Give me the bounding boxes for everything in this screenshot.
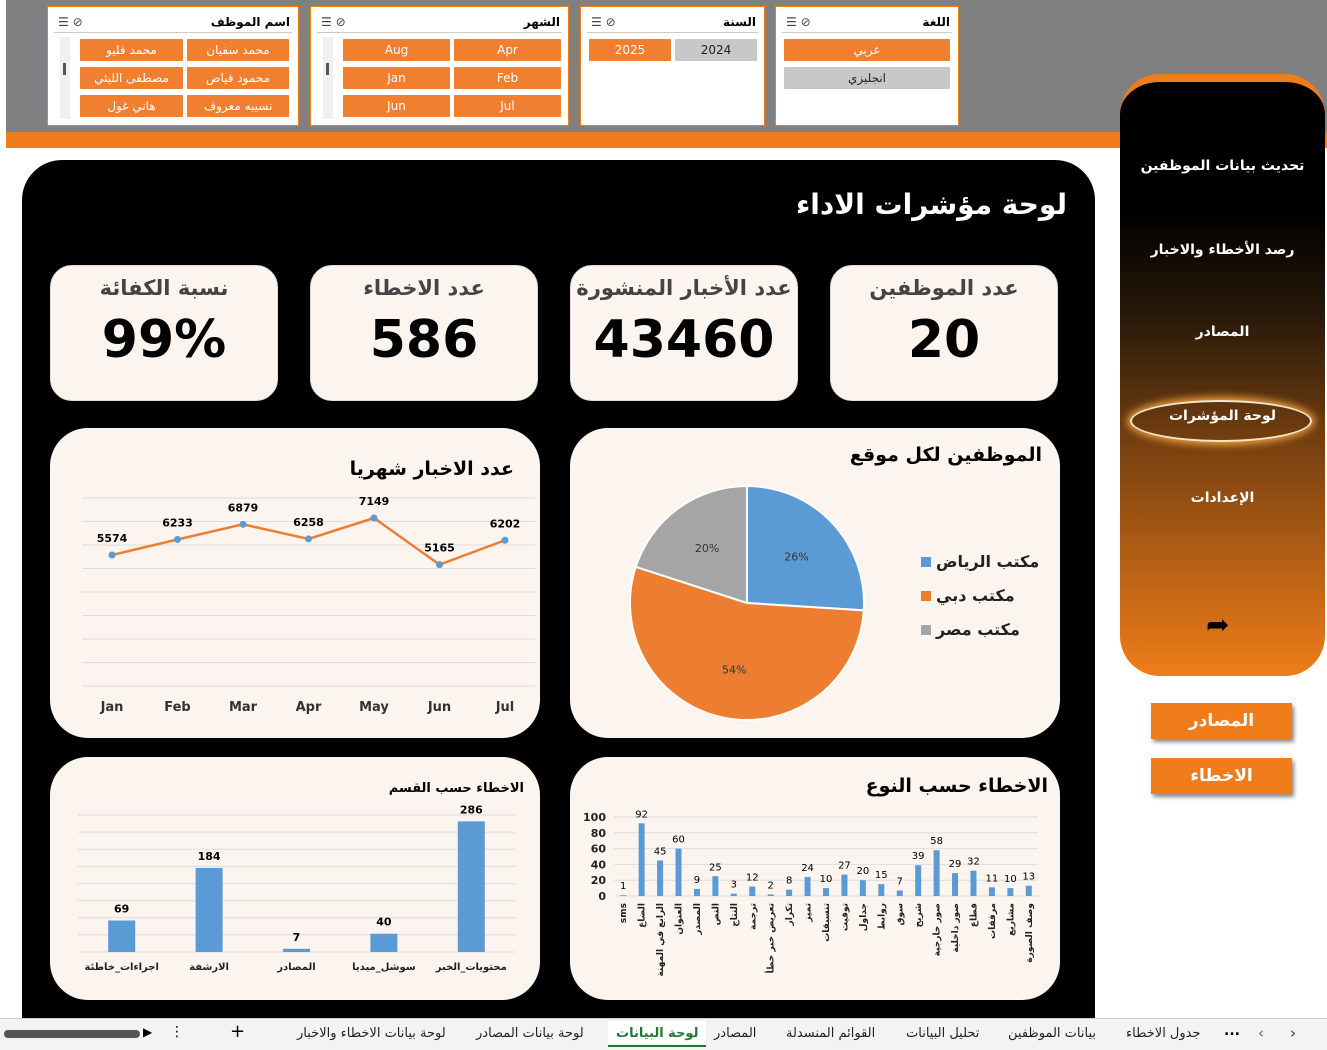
- multi-select-icon[interactable]: ☰ ⊘: [591, 15, 616, 29]
- tick-label: Mar: [228, 700, 258, 715]
- tab-dropdown-lists[interactable]: القوائم المنسدلة: [786, 1026, 876, 1041]
- chart-card-employees-site: [570, 428, 1060, 738]
- tick-label: 100: [583, 811, 606, 824]
- errors-button[interactable]: الاخطاء: [1151, 758, 1292, 794]
- bar: [1026, 886, 1032, 896]
- bar: [768, 894, 774, 896]
- tick-label: شريح: [914, 903, 925, 928]
- tab-errors-news-dashboard[interactable]: لوحة بيانات الاخطاء والاخبار: [297, 1026, 446, 1041]
- kpi-value: 99%: [101, 310, 227, 370]
- bar: [1007, 888, 1013, 896]
- bar: [786, 890, 792, 896]
- data-label: 6233: [162, 516, 193, 530]
- legend-swatch: [921, 557, 931, 567]
- data-label: 7: [896, 876, 903, 888]
- tick-label: قطاع: [969, 903, 980, 928]
- slicer-year-title: السنة: [722, 15, 756, 29]
- kpi-value: 43460: [593, 310, 775, 370]
- tick-label: Feb: [164, 700, 191, 715]
- data-point: [502, 537, 509, 544]
- bar: [878, 884, 884, 896]
- data-label: 5165: [424, 541, 455, 555]
- bar: [860, 880, 866, 896]
- tick-label: 20: [590, 874, 606, 888]
- slice-label: 26%: [784, 550, 809, 564]
- slicer-item[interactable]: هاني غول: [80, 95, 183, 117]
- kpi-label: عدد الاخطاء: [363, 276, 485, 300]
- tick-label: النتاج: [729, 903, 740, 927]
- data-label: 6879: [227, 501, 259, 515]
- data-label: 6202: [489, 517, 521, 531]
- legend-label: مكتب دبي: [936, 586, 1015, 605]
- legend-swatch: [921, 625, 931, 635]
- slicer-item[interactable]: 2025: [589, 39, 671, 61]
- slicer-item[interactable]: محمد سفيان: [187, 39, 289, 61]
- legend-swatch: [921, 591, 931, 601]
- data-label: 27: [838, 860, 851, 872]
- multi-select-icon[interactable]: ☰ ⊘: [321, 15, 346, 29]
- tab-sources-dashboard[interactable]: لوحة بيانات المصادر: [476, 1026, 584, 1041]
- bar: [620, 895, 626, 896]
- data-label: 15: [874, 870, 888, 882]
- tick-label: صور خارجية: [932, 903, 943, 957]
- data-label: 5574: [96, 532, 128, 546]
- multi-select-icon[interactable]: ☰ ⊘: [58, 15, 83, 29]
- tick-label: Jul: [495, 700, 515, 715]
- scroll-right-icon[interactable]: ▶: [143, 1025, 153, 1039]
- line-chart: [50, 428, 540, 738]
- data-label: 39: [911, 851, 925, 863]
- tick-label: Jan: [100, 700, 124, 715]
- data-point: [436, 561, 443, 568]
- bar: [805, 877, 811, 896]
- legend-label: مكتب الرياض: [936, 552, 1040, 571]
- chart-title: الموظفين لكل موقع: [849, 444, 1042, 466]
- legend-label: مكتب مصر: [936, 620, 1020, 639]
- dashboard-panel: [22, 160, 1095, 1030]
- tick-label: الضاع: [637, 903, 648, 928]
- tick-label: المصادر: [277, 962, 316, 973]
- data-label: 1: [620, 881, 627, 893]
- tab-employee-data[interactable]: بيانات الموظفين: [1008, 1026, 1096, 1041]
- tick-label: Jun: [427, 700, 452, 715]
- data-label: 2: [767, 880, 774, 892]
- slicer-employee-title: اسم الموظف: [210, 15, 290, 29]
- bar: [749, 887, 755, 896]
- chart-title: الاخطاء حسب النوع: [865, 775, 1048, 797]
- bar: [970, 871, 976, 896]
- bar: [952, 873, 958, 896]
- data-point: [240, 521, 247, 528]
- slicer-item[interactable]: عربي: [784, 39, 950, 61]
- slicer-year: [580, 6, 765, 126]
- data-point: [371, 514, 378, 521]
- side-menu: [1120, 74, 1325, 676]
- bar: [934, 850, 940, 896]
- bar: [108, 920, 135, 952]
- bar: [915, 865, 921, 896]
- tick-label: May: [359, 700, 389, 715]
- tick-label: توقيت: [840, 903, 851, 932]
- chevron-left-icon[interactable]: ‹: [1258, 1024, 1264, 1042]
- slicer-item[interactable]: Aug: [343, 39, 450, 61]
- tick-label: محتويات_الخبر: [435, 962, 507, 973]
- tick-label: ترجمة: [748, 903, 759, 930]
- tick-label: Apr: [295, 700, 322, 715]
- tab-data-dashboard[interactable]: لوحة البيانات: [608, 1021, 706, 1047]
- data-label: 7149: [358, 494, 390, 508]
- menu-item-monitor-errors[interactable]: رصد الأخطاء والاخبار: [1150, 242, 1295, 258]
- data-label: 6258: [293, 515, 324, 529]
- data-label: 9: [693, 874, 701, 886]
- tabs-more-button[interactable]: ...: [1224, 1023, 1240, 1039]
- slicer-item[interactable]: محمد فليو: [80, 39, 183, 61]
- tick-label: صور داخلية: [951, 903, 962, 953]
- tick-label: سوق: [895, 903, 906, 926]
- menu-item-settings[interactable]: الإعدادات: [1190, 490, 1255, 506]
- slicer-item[interactable]: 2024: [675, 39, 757, 61]
- data-label: 8: [785, 875, 793, 887]
- data-label: 20: [856, 866, 870, 878]
- data-label: 45: [653, 846, 667, 858]
- slicer-employee: [47, 6, 299, 126]
- bar-chart: [570, 757, 1060, 1000]
- kpi-card-news: [570, 265, 798, 401]
- bar: [989, 887, 995, 896]
- slicer-month-title: الشهر: [523, 15, 560, 29]
- tick-label: النص: [711, 903, 722, 926]
- sources-button[interactable]: المصادر: [1151, 703, 1292, 739]
- data-label: 286: [459, 803, 483, 817]
- slicer-item[interactable]: محمود فياض: [187, 67, 289, 89]
- data-label: 11: [985, 873, 999, 885]
- pie-chart: [570, 428, 1060, 738]
- menu-item-sources[interactable]: المصادر: [1195, 324, 1250, 340]
- kpi-value: 586: [369, 310, 479, 370]
- slicer-item[interactable]: Jun: [343, 95, 450, 117]
- tick-label: تكرار: [785, 903, 796, 926]
- tab-data-analysis[interactable]: تحليل البيانات: [906, 1026, 980, 1041]
- horizontal-scrollbar[interactable]: [4, 1030, 140, 1038]
- data-label: 69: [114, 902, 130, 916]
- data-point: [305, 535, 312, 542]
- tick-label: جداول: [858, 903, 869, 932]
- chart-card-errors-type: [570, 757, 1060, 1000]
- data-label: 10: [819, 874, 833, 886]
- data-label: 40: [376, 915, 392, 929]
- data-label: 7: [292, 930, 301, 944]
- bar: [841, 875, 847, 896]
- chart-title: الاخطاء حسب القسم: [388, 781, 524, 796]
- share-arrow-icon[interactable]: ➦: [1206, 608, 1230, 641]
- slicer-language-title: اللغة: [922, 15, 950, 29]
- kpi-card-efficiency: [50, 265, 278, 401]
- bar: [196, 868, 223, 952]
- data-label: 10: [1003, 874, 1017, 886]
- tick-label: مشاريع: [1006, 903, 1017, 936]
- slicer-item[interactable]: Jan: [343, 67, 450, 89]
- tick-label: 80: [590, 826, 606, 840]
- multi-select-icon[interactable]: ☰ ⊘: [786, 15, 811, 29]
- bar: [458, 821, 485, 952]
- data-label: 184: [197, 849, 221, 863]
- slice-label: 20%: [694, 542, 720, 556]
- bar: [676, 849, 682, 896]
- tick-label: تعريض خبر خطأ: [766, 903, 777, 974]
- bar: [712, 876, 718, 896]
- tick-label: سوشل_ميديا: [352, 962, 416, 973]
- data-label: 25: [709, 862, 722, 874]
- data-point: [109, 552, 116, 559]
- slicer-scrollbar[interactable]: [60, 37, 70, 119]
- tick-label: روابط: [877, 903, 888, 930]
- tick-label: تميز: [803, 903, 814, 922]
- slicer-item[interactable]: نسيبه معروف: [187, 95, 289, 117]
- sheet-tab-bar: [0, 1018, 1327, 1050]
- bar: [694, 889, 700, 896]
- menu-item-dashboard[interactable]: لوحة المؤشرات: [1168, 408, 1277, 424]
- pie-slice: [747, 486, 864, 610]
- more-options-icon[interactable]: ⋮: [170, 1024, 184, 1040]
- page-title: لوحة مؤشرات الاداء: [795, 188, 1067, 221]
- bar: [370, 934, 397, 952]
- kpi-value: 20: [907, 310, 981, 370]
- bar: [823, 888, 829, 896]
- kpi-card-errors: [310, 265, 538, 401]
- tick-label: الرابع في المهنة: [656, 903, 667, 977]
- chevron-right-icon[interactable]: ›: [1290, 1024, 1296, 1042]
- chart-card-monthly: [50, 428, 540, 738]
- data-label: 58: [930, 836, 943, 848]
- data-label: 29: [948, 859, 962, 871]
- bar: [657, 860, 663, 896]
- bar: [283, 949, 310, 952]
- kpi-label: عدد الموظفين: [869, 276, 1019, 300]
- tick-label: وصف الصورة: [1024, 903, 1035, 963]
- slicer-item[interactable]: مصطفى الليثي: [80, 67, 183, 89]
- slicer-item[interactable]: Apr: [454, 39, 561, 61]
- slicer-item[interactable]: Jul: [454, 95, 561, 117]
- tick-label: 60: [590, 842, 606, 856]
- data-label: 13: [1022, 871, 1036, 883]
- tick-label: المصدر: [692, 903, 703, 935]
- chart-title: عدد الاخبار شهريا: [349, 458, 514, 480]
- bar: [639, 823, 645, 896]
- kpi-label: عدد الأخبار المنشورة: [576, 276, 792, 300]
- slicer-scrollbar[interactable]: [323, 37, 333, 119]
- data-label: 24: [801, 863, 814, 875]
- data-point: [174, 536, 181, 543]
- tab-errors-table[interactable]: جدول الاخطاء: [1126, 1026, 1201, 1041]
- menu-item-update-employees[interactable]: تحديث بيانات الموظفين: [1140, 158, 1305, 174]
- tick-label: تنسيقات: [822, 903, 832, 942]
- bar-chart: [50, 757, 540, 1000]
- chart-card-errors-section: [50, 757, 540, 1000]
- tick-label: اجراءات_خاطئة: [84, 962, 159, 973]
- data-label: 60: [672, 834, 685, 846]
- slicer-item[interactable]: انجليزي: [784, 67, 950, 89]
- tick-label: مرفقات: [987, 903, 998, 939]
- bar: [897, 890, 903, 896]
- slicer-language: [775, 6, 959, 126]
- slice-label: 54%: [722, 663, 747, 677]
- tick-label: sms: [619, 903, 630, 924]
- tick-label: 40: [590, 858, 606, 872]
- data-label: 32: [967, 856, 980, 868]
- data-label: 12: [745, 872, 759, 884]
- tick-label: العنوان: [674, 903, 685, 935]
- add-sheet-button[interactable]: +: [230, 1021, 246, 1042]
- kpi-card-employees: [830, 265, 1058, 401]
- tab-sources[interactable]: المصادر: [714, 1026, 757, 1041]
- data-label: 3: [730, 879, 738, 891]
- kpi-label: نسبة الكفائة: [99, 276, 229, 300]
- slicer-item[interactable]: Feb: [454, 67, 561, 89]
- slicer-month: [310, 6, 569, 126]
- tick-label: 0: [598, 890, 606, 903]
- data-label: 92: [635, 809, 649, 821]
- tick-label: الارشفة: [189, 962, 229, 973]
- bar: [731, 894, 737, 896]
